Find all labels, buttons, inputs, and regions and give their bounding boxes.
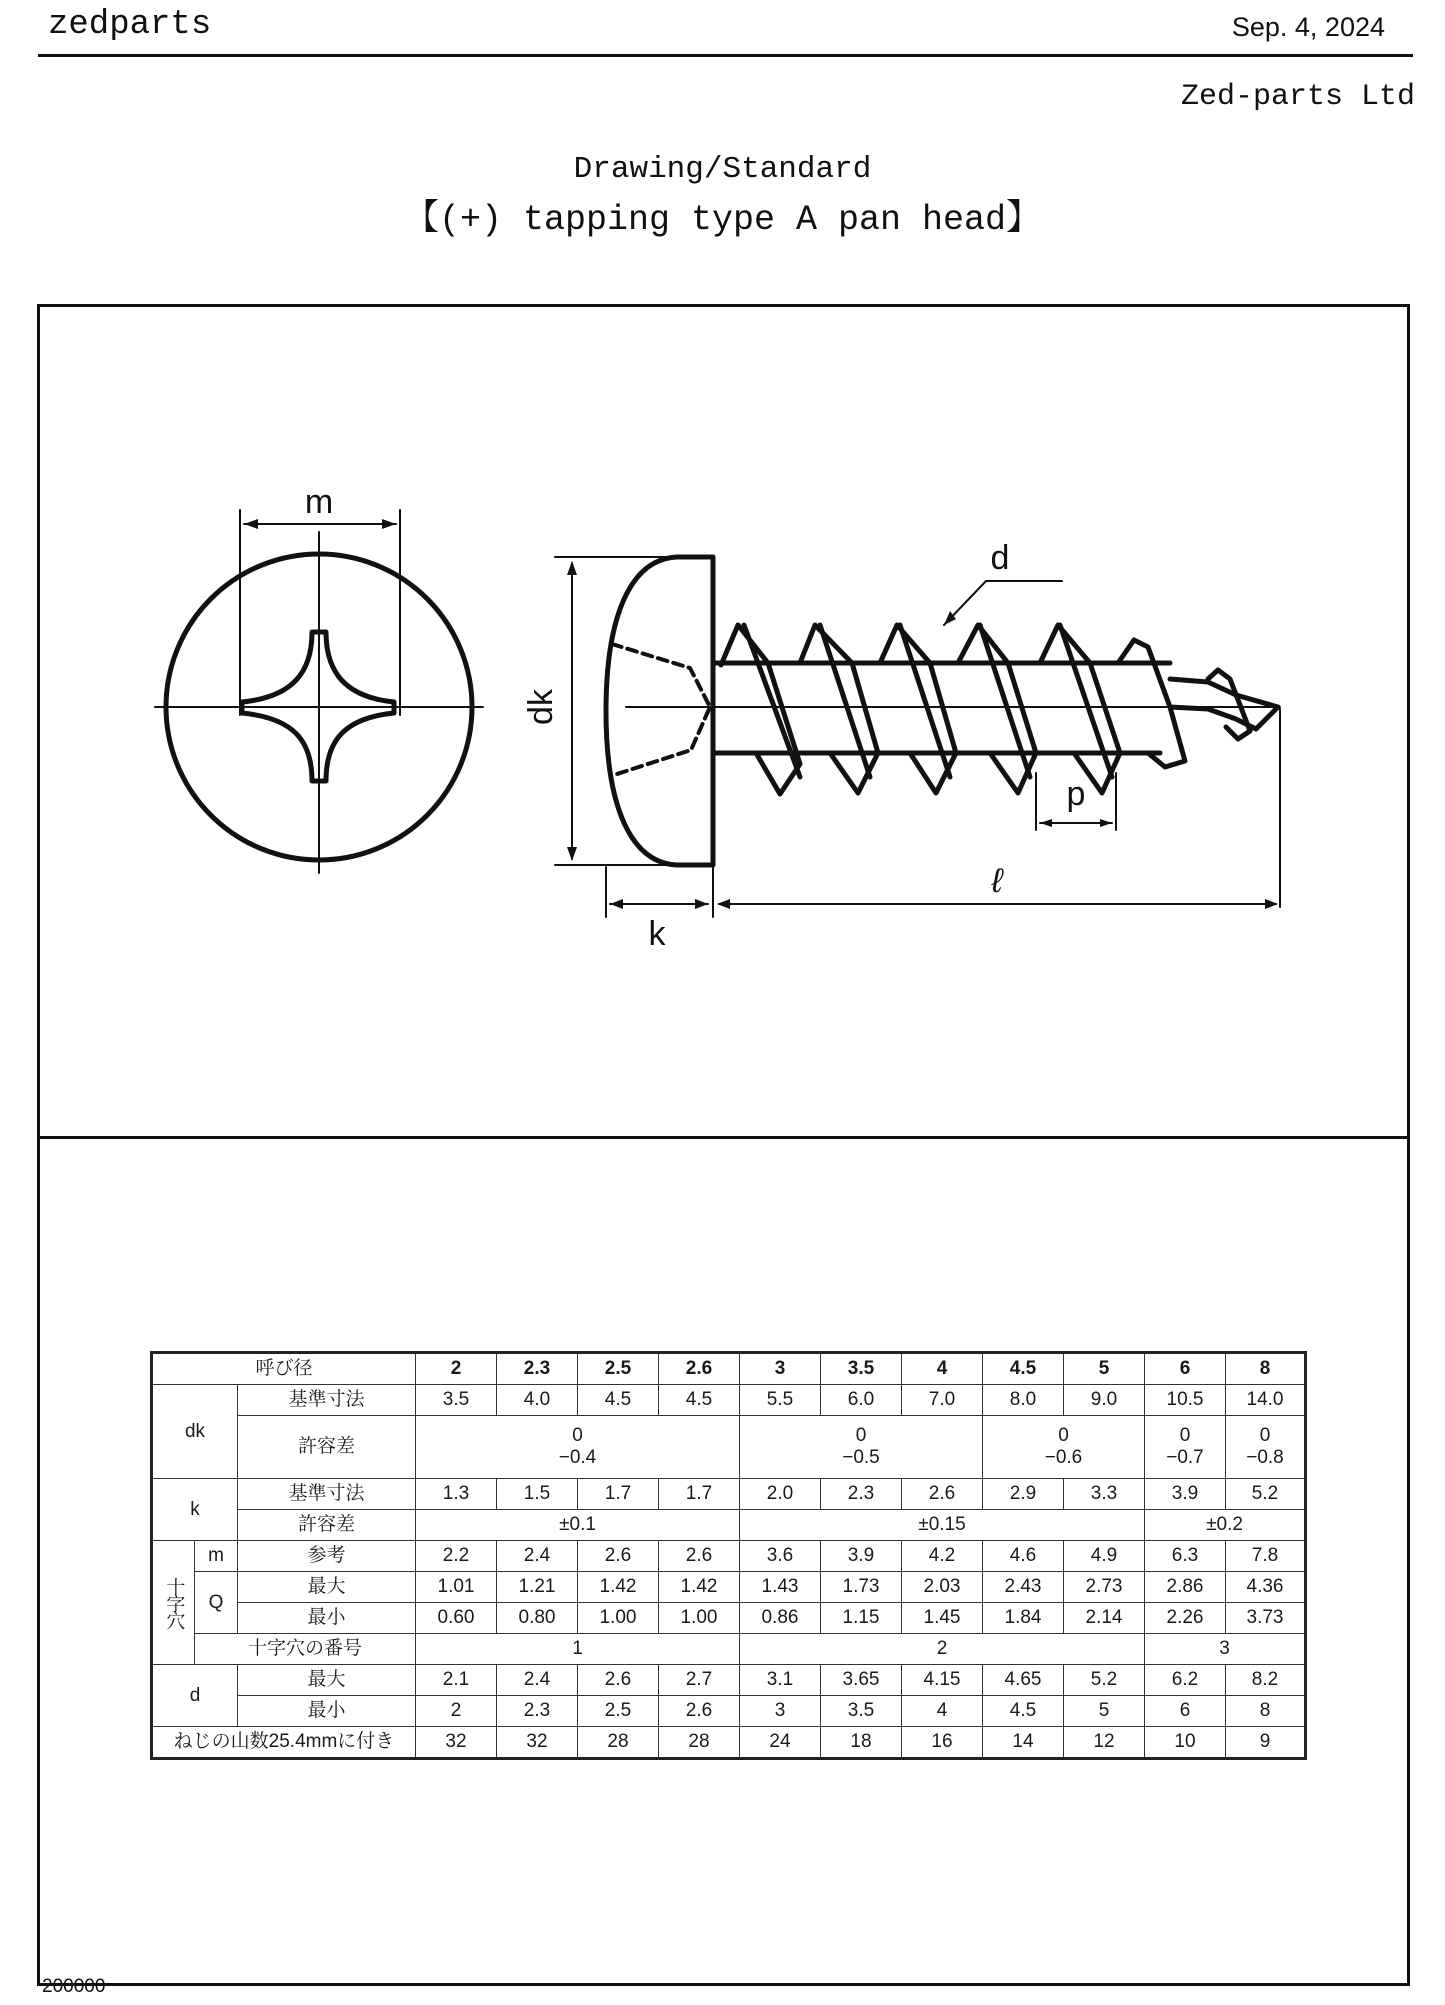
header-divider (38, 54, 1413, 57)
table-cell: 2.0 (740, 1479, 821, 1510)
table-cell: 3.73 (1226, 1603, 1306, 1634)
size-cell: 8 (1226, 1353, 1306, 1385)
table-cell: 4.5 (578, 1385, 659, 1416)
table-cell: 4.0 (497, 1385, 578, 1416)
page-subtitle: 【(+) tapping type A pan head】 (403, 200, 1042, 240)
nominal-diameter-label: 呼び径 (152, 1353, 416, 1385)
tol-lower: −0.6 (1044, 1447, 1083, 1468)
label-l: ℓ (991, 862, 1003, 900)
table-row (152, 1727, 1306, 1759)
tol-upper: 0 (572, 1425, 583, 1447)
dk-label: dk (152, 1385, 238, 1479)
table-cell: 7.8 (1226, 1541, 1306, 1572)
table-row (152, 1510, 1306, 1541)
table-cell: 2.3 (497, 1696, 578, 1727)
tolerance-cell (740, 1416, 983, 1479)
table-cell: 28 (578, 1727, 659, 1759)
table-row (152, 1696, 1306, 1727)
tol-lower: −0.8 (1246, 1447, 1284, 1468)
table-cell: 28 (659, 1727, 740, 1759)
table-cell: 8.2 (1226, 1665, 1306, 1696)
tolerance-cell: ±0.2 (1145, 1510, 1306, 1541)
table-cell: 3.5 (416, 1385, 497, 1416)
table-cell: 5.2 (1064, 1665, 1145, 1696)
d-max-label: 最大 (238, 1665, 416, 1696)
tol-upper: 0 (1179, 1425, 1191, 1447)
size-cell: 3.5 (821, 1353, 902, 1385)
label-p: p (1066, 775, 1086, 813)
document-code: 200000 (42, 1976, 106, 1997)
table-cell: 1.01 (416, 1572, 497, 1603)
table-cell: 5.2 (1226, 1479, 1306, 1510)
tol-upper: 0 (855, 1425, 867, 1447)
table-row (152, 1479, 1306, 1510)
screw-drawing (40, 307, 1407, 1136)
dk-tol-label: 許容差 (238, 1416, 416, 1479)
table-cell: 7.0 (902, 1385, 983, 1416)
table-cell: 2.26 (1145, 1603, 1226, 1634)
table-cell: 24 (740, 1727, 821, 1759)
table-cell: 5.5 (740, 1385, 821, 1416)
table-cell: 14.0 (1226, 1385, 1306, 1416)
frame-divider (37, 1136, 1410, 1139)
table-cell: 6.3 (1145, 1541, 1226, 1572)
table-cell: 1.00 (578, 1603, 659, 1634)
table-cell: 2.5 (578, 1696, 659, 1727)
tol-upper: 0 (1259, 1425, 1271, 1447)
tolerance-cell (1145, 1416, 1226, 1479)
table-cell: 2.7 (659, 1665, 740, 1696)
spec-table (150, 1351, 1307, 1760)
table-cell: 1.42 (578, 1572, 659, 1603)
table-cell: 2.14 (1064, 1603, 1145, 1634)
size-cell: 2.6 (659, 1353, 740, 1385)
table-cell: 2.6 (578, 1541, 659, 1572)
table-row (152, 1416, 1306, 1479)
recess-number-cell: 1 (416, 1634, 740, 1665)
d-label: d (152, 1665, 238, 1727)
tol-lower: −0.5 (842, 1447, 880, 1468)
table-row (152, 1665, 1306, 1696)
table-cell: 9.0 (1064, 1385, 1145, 1416)
table-cell: 1.73 (821, 1572, 902, 1603)
table-cell: 2.4 (497, 1665, 578, 1696)
table-cell: 3.65 (821, 1665, 902, 1696)
table-cell: 2.4 (497, 1541, 578, 1572)
threads-label: ねじの山数25.4mmに付き (152, 1727, 416, 1759)
table-cell: 32 (416, 1727, 497, 1759)
table-cell: 2.2 (416, 1541, 497, 1572)
document-date: Sep. 4, 2024 (1231, 12, 1385, 42)
d-min-label: 最小 (238, 1696, 416, 1727)
table-cell: 2.1 (416, 1665, 497, 1696)
table-cell: 8.0 (983, 1385, 1064, 1416)
label-d: d (990, 539, 1010, 577)
table-cell: 0.86 (740, 1603, 821, 1634)
table-cell: 4.65 (983, 1665, 1064, 1696)
table-cell: 1.5 (497, 1479, 578, 1510)
recess-m-sub: 参考 (238, 1541, 416, 1572)
table-cell: 4.5 (983, 1696, 1064, 1727)
tolerance-cell (983, 1416, 1145, 1479)
table-cell: 1.45 (902, 1603, 983, 1634)
size-cell: 5 (1064, 1353, 1145, 1385)
table-row (152, 1634, 1306, 1665)
page-title: Drawing/Standard (573, 152, 872, 187)
table-cell: 2.43 (983, 1572, 1064, 1603)
table-cell: 4.2 (902, 1541, 983, 1572)
dk-base-label: 基準寸法 (238, 1385, 416, 1416)
table-cell: 3.9 (821, 1541, 902, 1572)
recess-number-cell: 2 (740, 1634, 1145, 1665)
table-cell: 5 (1064, 1696, 1145, 1727)
table-cell: 1.84 (983, 1603, 1064, 1634)
label-dk: dk (522, 689, 560, 725)
size-cell: 6 (1145, 1353, 1226, 1385)
k-base-label: 基準寸法 (238, 1479, 416, 1510)
recess-number-label: 十字穴の番号 (195, 1634, 416, 1665)
table-cell: 1.21 (497, 1572, 578, 1603)
table-cell: 1.7 (659, 1479, 740, 1510)
table-row (152, 1603, 1306, 1634)
table-cell: 2.9 (983, 1479, 1064, 1510)
table-cell: 4.5 (659, 1385, 740, 1416)
tol-lower: −0.4 (558, 1447, 597, 1468)
tolerance-cell (1226, 1416, 1306, 1479)
size-cell: 2.5 (578, 1353, 659, 1385)
table-cell: 3.9 (1145, 1479, 1226, 1510)
tolerance-cell (416, 1416, 740, 1479)
table-cell: 8 (1226, 1696, 1306, 1727)
tolerance-cell: ±0.15 (740, 1510, 1145, 1541)
table-cell: 1.43 (740, 1572, 821, 1603)
table-cell: 0.60 (416, 1603, 497, 1634)
size-cell: 4 (902, 1353, 983, 1385)
table-cell: 4.36 (1226, 1572, 1306, 1603)
table-cell: 16 (902, 1727, 983, 1759)
size-cell: 4.5 (983, 1353, 1064, 1385)
table-cell: 2.6 (578, 1665, 659, 1696)
table-cell: 4.9 (1064, 1541, 1145, 1572)
table-cell: 10.5 (1145, 1385, 1226, 1416)
table-cell: 6 (1145, 1696, 1226, 1727)
table-header-row (152, 1353, 1306, 1385)
recess-number-cell: 3 (1145, 1634, 1306, 1665)
table-cell: 3.1 (740, 1665, 821, 1696)
size-cell: 2.3 (497, 1353, 578, 1385)
table-cell: 2.6 (902, 1479, 983, 1510)
table-cell: 2.03 (902, 1572, 983, 1603)
label-k: k (648, 915, 666, 953)
table-row (152, 1385, 1306, 1416)
tolerance-cell: ±0.1 (416, 1510, 740, 1541)
table-cell: 3.5 (821, 1696, 902, 1727)
tol-lower: −0.7 (1166, 1447, 1204, 1468)
table-cell: 1.42 (659, 1572, 740, 1603)
table-cell: 4 (902, 1696, 983, 1727)
screw-side-view (555, 557, 1280, 917)
k-tol-label: 許容差 (238, 1510, 416, 1541)
table-cell: 18 (821, 1727, 902, 1759)
table-cell: 1.7 (578, 1479, 659, 1510)
table-cell: 9 (1226, 1727, 1306, 1759)
table-cell: 1.15 (821, 1603, 902, 1634)
table-row (152, 1541, 1306, 1572)
recess-m-label: m (195, 1541, 238, 1572)
table-cell: 2.73 (1064, 1572, 1145, 1603)
brand-name: zedparts (48, 6, 212, 44)
recess-q-label: Q (195, 1572, 238, 1634)
table-cell: 12 (1064, 1727, 1145, 1759)
size-cell: 2 (416, 1353, 497, 1385)
table-cell: 2.6 (659, 1696, 740, 1727)
q-min-label: 最小 (238, 1603, 416, 1634)
table-cell: 3.3 (1064, 1479, 1145, 1510)
table-cell: 1.3 (416, 1479, 497, 1510)
table-cell: 4.15 (902, 1665, 983, 1696)
table-row (152, 1572, 1306, 1603)
table-cell: 14 (983, 1727, 1064, 1759)
table-cell: 2.86 (1145, 1572, 1226, 1603)
size-cell: 3 (740, 1353, 821, 1385)
table-cell: 2.6 (659, 1541, 740, 1572)
k-label: k (152, 1479, 238, 1541)
q-max-label: 最大 (238, 1572, 416, 1603)
table-cell: 3 (740, 1696, 821, 1727)
head-top-view (155, 510, 483, 873)
table-cell: 32 (497, 1727, 578, 1759)
recess-label: 十字穴 (152, 1541, 195, 1665)
table-cell: 3.6 (740, 1541, 821, 1572)
table-cell: 2 (416, 1696, 497, 1727)
table-cell: 6.0 (821, 1385, 902, 1416)
table-cell: 1.00 (659, 1603, 740, 1634)
table-cell: 6.2 (1145, 1665, 1226, 1696)
table-cell: 2.3 (821, 1479, 902, 1510)
table-cell: 4.6 (983, 1541, 1064, 1572)
table-cell: 0.80 (497, 1603, 578, 1634)
label-m: m (304, 483, 334, 521)
company-name: Zed-parts Ltd (1180, 80, 1415, 114)
tol-upper: 0 (1058, 1425, 1069, 1447)
table-cell: 10 (1145, 1727, 1226, 1759)
